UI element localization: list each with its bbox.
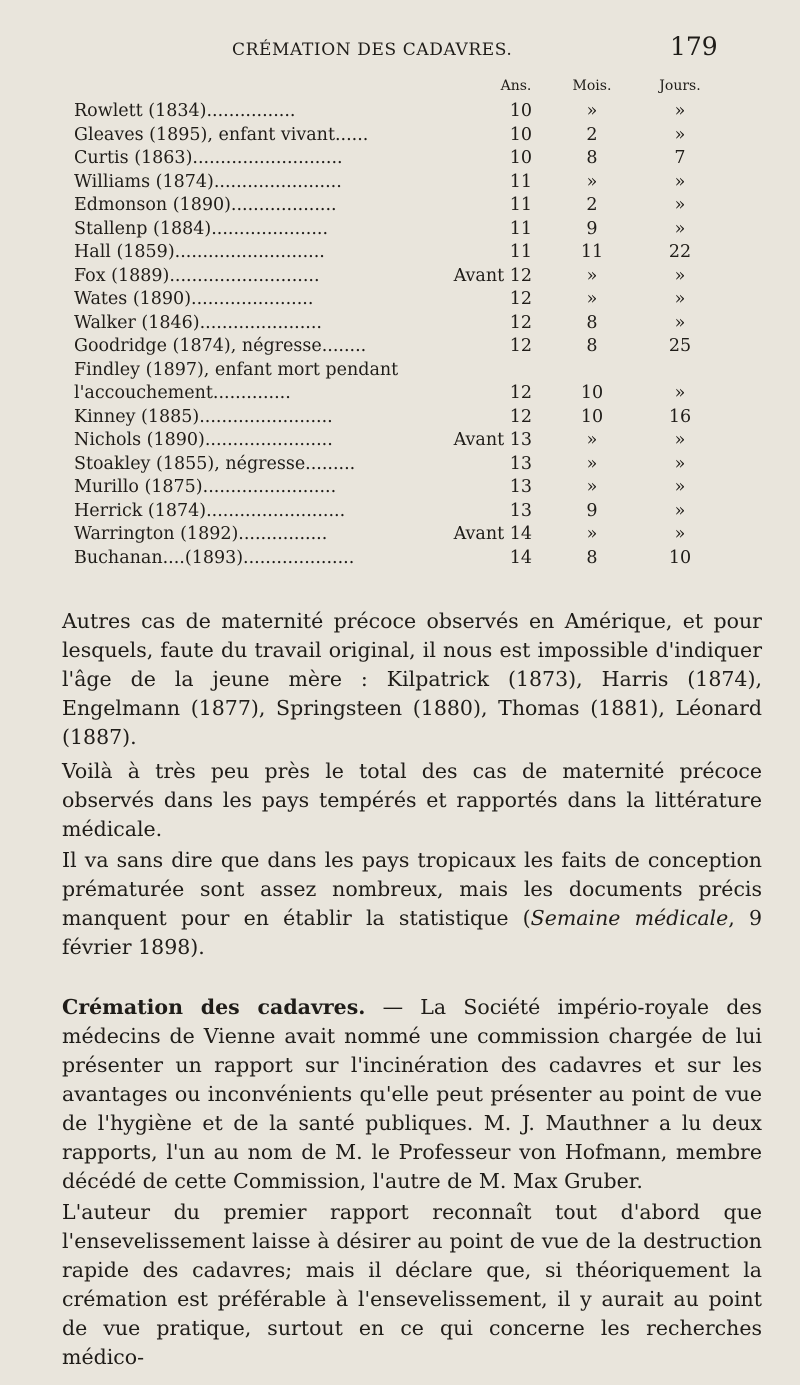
case-mois: 8 [586,312,598,333]
case-name: Murillo (1875)........................ [74,477,337,497]
table-row [0,523,800,547]
case-mois: » [586,289,598,309]
case-mois: » [586,430,598,450]
table-row [0,335,800,359]
case-name: Findley (1897), enfant mort pendant l'accouchement.............. [74,359,399,403]
case-ans: 13 [509,453,532,474]
case-jours: » [674,453,686,474]
case-jours: » [674,383,686,403]
case-mois: 8 [586,547,598,568]
case-name: Gleaves (1895), enfant vivant...... [74,124,369,145]
case-jours: » [674,524,686,544]
case-ans: 11 [509,218,532,239]
case-name: Buchanan....(1893).................... [74,547,355,568]
case-jours: » [674,265,686,286]
case-ans: 12 [509,383,532,403]
case-name: Walker (1846)...................... [74,312,322,333]
case-mois: 9 [586,500,598,521]
case-name: Hall (1859)........................... [74,242,325,262]
table-row [0,171,800,195]
case-ans: 11 [509,195,532,215]
case-name: Fox (1889)........................... [74,265,320,286]
case-mois: » [586,171,598,192]
case-jours: » [674,171,686,192]
case-mois: 11 [580,242,604,262]
case-ans: 13 [509,500,532,521]
case-ans: 10 [509,101,532,121]
paragraph-total-cases: Voilà à très peu près le total des cas de maternité précoce observés dans les pays tempérés et rapportés dans la littérature médicale. [62,759,762,841]
table-row [0,312,800,336]
case-name: Nichols (1890)....................... [74,430,333,450]
table-row [0,100,800,124]
case-jours: 10 [668,547,692,568]
case-jours: » [674,218,686,239]
case-jours: » [674,101,686,121]
section-title: Crémation des cadavres. [62,995,366,1019]
case-ans: Avant 13 [453,430,532,450]
column-header-jours: Jours. [659,78,701,94]
table-row [0,265,800,289]
case-name: Stoakley (1855), négresse......... [74,453,356,474]
case-ans: 12 [509,289,532,309]
running-head [0,30,800,70]
case-jours: 22 [668,242,692,262]
case-name: Edmonson (1890)................... [74,195,337,215]
table-row [0,218,800,242]
case-mois: 10 [580,383,604,403]
case-name: Kinney (1885)........................ [74,406,333,427]
paragraph-tropical-countries [62,846,762,962]
case-name: Curtis (1863)........................... [74,148,343,168]
case-ans: 12 [509,312,532,333]
tropical-text-end: , 9 février 1898). [62,906,762,959]
case-mois: 2 [586,195,598,215]
column-header-mois: Mois. [572,78,612,94]
running-title: CRÉMATION DES CADAVRES. [232,40,513,60]
case-jours: 16 [668,406,692,427]
paragraph-cremation [62,993,762,1196]
table-row [0,547,800,571]
cremation-text: — La Société império-royale des médecins de Vienne avait nommé une commission chargée de lui présenter un rapport sur l'incinération des cadavres et sur les avantages ou inconvénients qu'elle peut présenter au point de vue de l'hygiène et de la santé publiques. M. J. Mauthner a lu deux rapports, l'un au nom de M. le Professeur von Hofmann, membre décédé de cette Commission, l'autre de M. Max Gruber. [62,995,762,1193]
case-jours: » [674,289,686,309]
paragraph-first-report: L'auteur du premier rapport reconnaît tout d'abord que l'ensevelissement laisse à désirer au point de vue de la destruction rapide des cadavres; mais il déclare que, si théoriquement la crémation est préférable à l'ensevelissement, il y aurait au point de vue pratique, surtout en ce qui concerne les recherches médico- [62,1200,762,1369]
case-jours: 25 [668,336,692,356]
case-name: Wates (1890)...................... [74,289,314,309]
case-name: Rowlett (1834)................ [74,101,296,121]
page-number: 179 [670,32,718,61]
table-row [0,288,800,312]
case-ans: 10 [509,148,532,168]
source-citation: Semaine médicale [530,906,729,930]
case-mois: 9 [586,218,598,239]
case-mois: 8 [586,336,598,356]
case-name: Warrington (1892)................ [74,524,328,544]
case-mois: » [586,101,598,121]
case-mois: 10 [580,406,604,427]
case-jours: 7 [674,148,686,168]
case-jours: » [674,195,686,215]
case-ans: 10 [509,124,532,145]
case-mois: 8 [586,148,598,168]
table-row [0,359,800,406]
table-row [0,453,800,477]
table-row [0,147,800,171]
case-mois: » [586,524,598,544]
case-mois: » [586,265,598,286]
case-mois: » [586,477,598,497]
case-mois: 2 [586,124,598,145]
case-ans: 14 [509,547,532,568]
paragraph-other-cases: Autres cas de maternité précoce observés en Amérique, et pour lesquels, faute du travail original, il nous est impossible d'indiquer l'âge de la jeune mère : Kilpatrick (1873), Harris (1874), Engelmann (1877), Springsteen (1880), Thomas (1881), Léonard (1887). [62,609,762,749]
table-row [0,241,800,265]
case-jours: » [674,477,686,497]
maternity-cases-table [0,100,800,570]
case-ans: 11 [509,171,532,192]
case-name: Williams (1874)....................... [74,171,342,192]
table-row [0,124,800,148]
case-ans: 12 [509,406,532,427]
case-name: Goodridge (1874), négresse........ [74,336,367,356]
table-row [0,194,800,218]
case-jours: » [674,500,686,521]
tropical-text: Il va sans dire que dans les pays tropicaux les faits de conception prématurée sont assez nombreux, mais les documents précis manquent pour en établir la statistique ( [62,848,762,930]
table-row [0,476,800,500]
case-ans: 12 [509,336,532,356]
case-name: Stallenp (1884)..................... [74,218,329,239]
case-jours: » [674,124,686,145]
case-ans: 11 [509,242,532,262]
table-row [0,406,800,430]
case-ans: Avant 12 [453,265,532,286]
case-ans: Avant 14 [453,524,532,544]
table-row [0,429,800,453]
case-ans: 13 [509,477,532,497]
column-header-ans: Ans. [500,78,532,94]
case-name: Herrick (1874)......................... [74,500,346,521]
case-mois: » [586,453,598,474]
table-row [0,500,800,524]
case-jours: » [674,430,686,450]
table-column-headers [0,78,800,98]
case-jours: » [674,312,686,333]
